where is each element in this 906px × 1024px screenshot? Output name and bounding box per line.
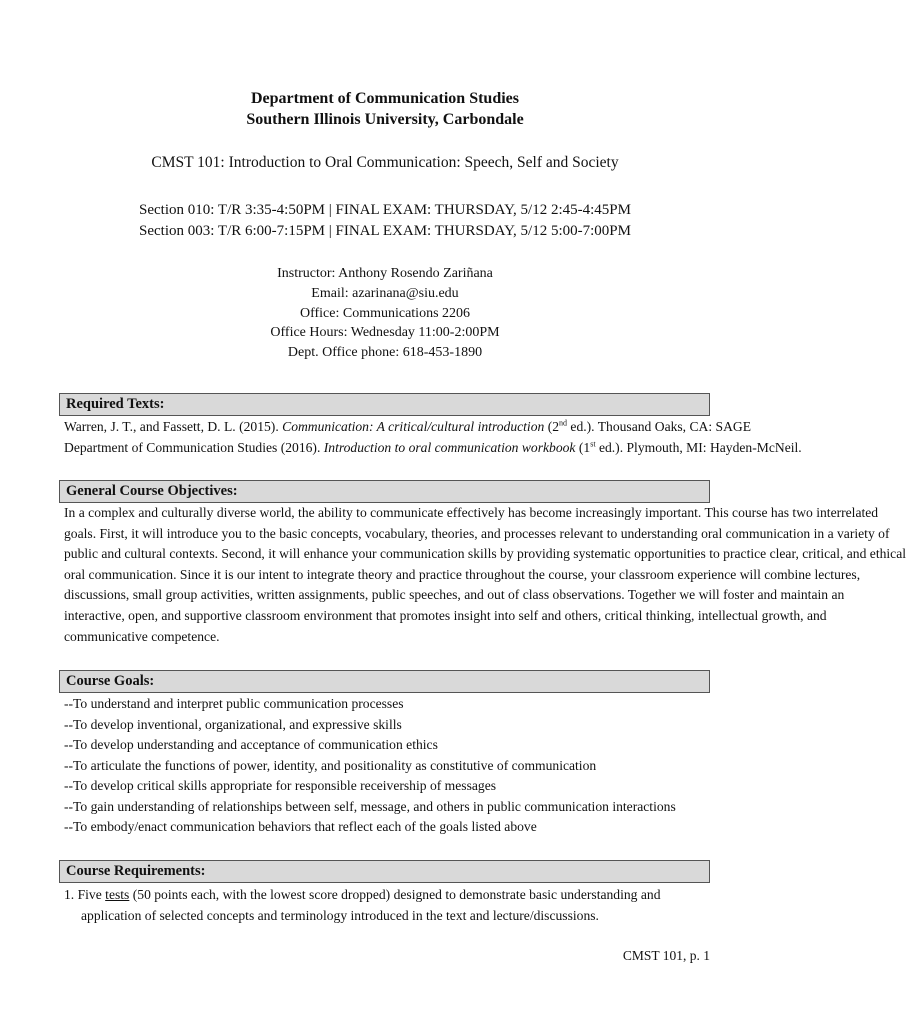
- goal-item: --To gain understanding of relationships between self, message, and others in public communication interactions: [64, 798, 676, 814]
- required-texts-body: [64, 417, 802, 458]
- department-name: Department of Communication Studies: [251, 90, 519, 107]
- section-line-2: Section 003: T/R 6:00-7:15PM | FINAL EXAM: THURSDAY, 5/12 5:00-7:00PM: [139, 223, 631, 239]
- text1-author: Warren, J. T., and Fassett, D. L. (2015).: [64, 419, 283, 434]
- required-text-1: [64, 417, 752, 438]
- objectives-line: In a complex and culturally diverse world, the ability to communicate effectively has become increasingly important. This course has two interrelated: [64, 505, 879, 520]
- goal-item: --To develop inventional, organizational, and expressive skills: [64, 716, 402, 732]
- objectives-line: communicative competence.: [64, 628, 220, 644]
- text2-author: Department of Communication Studies (2016).: [64, 439, 324, 455]
- requirement-item-1: [64, 885, 712, 906]
- objectives-line: goals. First, it will introduce you to the basic concepts, vocabulary, theories, and processes relevant to understanding oral communication in a variety of: [64, 525, 890, 541]
- required-text-2: [64, 438, 802, 459]
- requirement-text: (50 points each, with the lowest score dropped) designed to demonstrate basic understanding and: [129, 887, 661, 902]
- text1-edition: (2: [544, 419, 560, 434]
- goals-list: [64, 694, 712, 838]
- text2-edition: (1: [575, 439, 591, 455]
- goal-item: --To develop understanding and acceptance of communication ethics: [64, 737, 438, 752]
- instructor-info: [0, 264, 770, 363]
- requirements-body: [64, 885, 712, 926]
- text2-publisher: ed.). Plymouth, MI: Hayden-McNeil.: [595, 439, 802, 455]
- objectives-line: discussions, small group activities, written assignments, public speeches, and out of class observations. Together we will foster and maintain an: [64, 587, 845, 603]
- section-line-1: Section 010: T/R 3:35-4:50PM | FINAL EXAM: THURSDAY, 5/12 2:45-4:45PM: [139, 202, 631, 218]
- text1-title: Communication: A critical/cultural introduction: [282, 419, 545, 434]
- objectives-line: oral communication. Since it is our intent to integrate theory and practice throughout the course, your classroom experience will combine lectures,: [64, 566, 861, 582]
- goal-item: --To understand and interpret public communication processes: [64, 696, 404, 711]
- text1-publisher: ed.). Thousand Oaks, CA: SAGE: [567, 419, 752, 434]
- objectives-line: public and cultural contexts. Second, it will enhance your communication skills by providing systematic opportunities to practice clear, critical, and ethical: [64, 546, 906, 562]
- tests-term: tests: [105, 887, 130, 902]
- requirement-item-1-continued: application of selected concepts and terminology introduced in the text and lecture/discussions.: [81, 907, 599, 923]
- instructor-office: Office: Communications 2206: [299, 305, 471, 321]
- instructor-hours: Office Hours: Wednesday 11:00-2:00PM: [270, 325, 500, 341]
- goal-item: --To embody/enact communication behaviors that reflect each of the goals listed above: [64, 819, 537, 834]
- text1-edition-sup: nd: [559, 418, 568, 428]
- department-header: [0, 88, 770, 130]
- instructor-name: Instructor: Anthony Rosendo Zariñana: [277, 266, 493, 281]
- section-schedule: [0, 200, 770, 242]
- goal-item: --To develop critical skills appropriate for responsible receivership of messages: [64, 778, 497, 793]
- text2-title: Introduction to oral communication workbook: [323, 439, 576, 455]
- requirement-number: 1. Five: [64, 887, 106, 902]
- dept-phone: Dept. Office phone: 618-453-1890: [287, 345, 483, 361]
- goals-heading: Course Goals:: [59, 670, 710, 693]
- objectives-heading: General Course Objectives:: [59, 480, 710, 503]
- objectives-body: [64, 503, 906, 647]
- instructor-email: Email: azarinana@siu.edu: [311, 285, 459, 301]
- requirements-heading: Course Requirements:: [59, 860, 710, 883]
- goal-item: --To articulate the functions of power, identity, and positionality as constitutive of communication: [64, 757, 597, 773]
- objectives-line: interactive, open, and supportive classroom environment that promotes insight into self and others, critical thinking, intellectual growth, and: [64, 607, 827, 623]
- required-texts-heading: Required Texts:: [59, 393, 710, 416]
- university-name: Southern Illinois University, Carbondale: [246, 111, 524, 128]
- text2-edition-sup: st: [590, 438, 596, 448]
- page-number: CMST 101, p. 1: [622, 948, 710, 963]
- course-title: CMST 101: Introduction to Oral Communication: Speech, Self and Society: [151, 154, 619, 171]
